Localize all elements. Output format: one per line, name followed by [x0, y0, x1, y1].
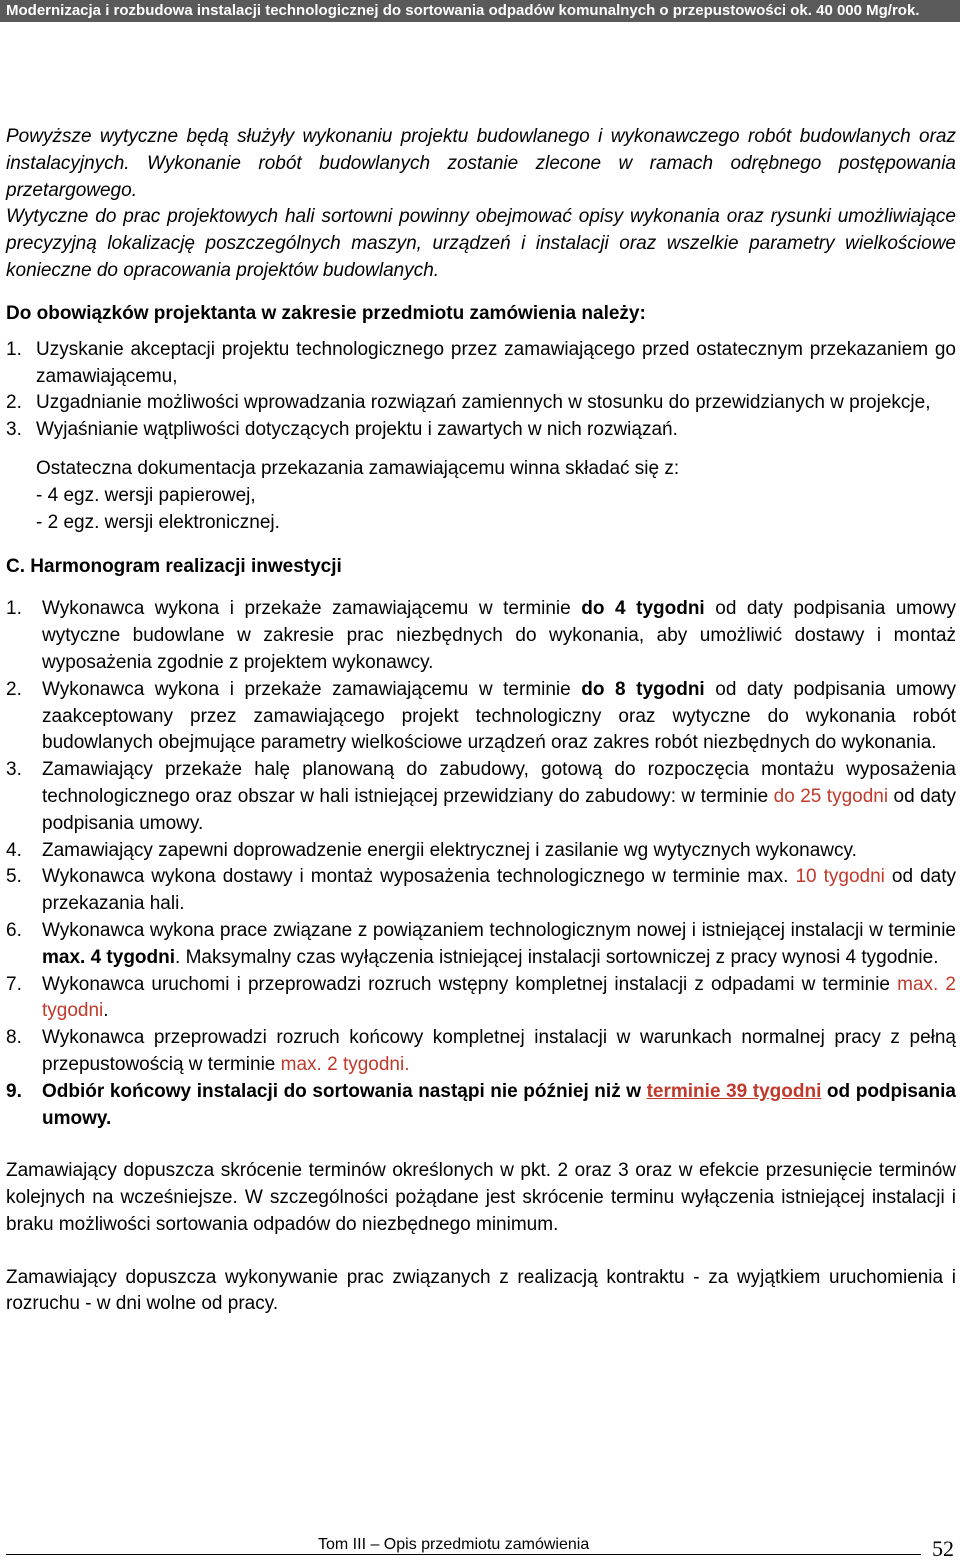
list-item [6, 390, 956, 417]
documentation-intro: Ostateczna dokumentacja przekazania zamawiającemu winna składać się z: [36, 457, 680, 479]
list-item-text: Uzgadnianie możliwości wprowadzania rozwiązań zamiennych w stosunku do przewidzianych w projekcje, [36, 392, 931, 414]
closing-paragraph-1: Zamawiający dopuszcza skrócenie terminów określonych w pkt. 2 oraz 3 oraz w efekcie przesunięcie terminów kolejnych na wcześniejsze. W szczególności pożądane jest skrócenie terminu wyłączenia istniejącej instalacji i braku możliwości sortowania odpadów do niezbędnego minimum. [6, 1160, 956, 1235]
list-item-text: Odbiór końcowy instalacji do sortowania nastąpi nie później niż w terminie 39 tygodni od podpisania umowy. [42, 1080, 956, 1129]
deadline: max. 2 tygodni [280, 1053, 405, 1075]
list-item-text: Wykonawca uruchomi i przeprowadzi rozruch wstępny kompletnej instalacji z odpadami w terminie max. 2 tygodni. [42, 973, 956, 1022]
deadline: do 25 tygodni [773, 785, 889, 807]
list-item [6, 1079, 956, 1133]
footer-rule [6, 1554, 921, 1555]
list-item [6, 918, 956, 972]
list-item [6, 838, 956, 865]
list-item-number: 8. [6, 1027, 22, 1049]
list-item-number: 2. [6, 678, 22, 700]
schedule-list [6, 596, 956, 1132]
list-item-number: 7. [6, 973, 22, 995]
deadline: do 4 tygodni [581, 598, 705, 620]
list-item-text: Wykonawca wykona i przekaże zamawiającemu w terminie do 4 tygodni od daty podpisania umowy wytyczne budowlane w zakresie prac niezbędnych do wykonania, aby umożliwić dostawy i montaż wyposażenia zgodnie z projektem wykonawcy. [42, 598, 956, 673]
deadline: 10 tygodni [795, 866, 885, 888]
page-footer [6, 1532, 954, 1560]
list-item-text: Wykonawca wykona dostawy i montaż wyposażenia technologicznego w terminie max. 10 tygodni od daty przekazania hali. [42, 866, 956, 915]
schedule-heading: C. Harmonogram realizacji inwestycji [6, 556, 342, 578]
page-number: 52 [932, 1536, 954, 1561]
intro-paragraph-2: Wytyczne do prac projektowych hali sortowni powinny obejmować opisy wykonania oraz rysunki umożliwiające precyzyjną lokalizację poszczególnych maszyn, urządzeń i instalacji oraz wszelkie parametry wielkościowe konieczne do opracowania projektów budowlanych. [6, 206, 956, 281]
list-item-number: 1. [6, 598, 22, 620]
closing-paragraph-2: Zamawiający dopuszcza wykonywanie prac związanych z realizacją kontraktu - za wyjątkiem uruchomienia i rozruchu - w dni wolne od pracy. [6, 1266, 956, 1315]
list-item-number: 6. [6, 919, 22, 941]
list-item-text: Wykonawca wykona prace związane z powiązaniem technologicznym nowej i istniejącej instalacji w terminie max. 4 tygodni. Maksymalny czas wyłączenia istniejącej instalacji sortowniczej z pracy wynosi 4 tygodnie. [42, 919, 956, 968]
list-item [6, 417, 956, 444]
list-item [6, 677, 956, 757]
list-item [6, 864, 956, 918]
documentation-block [6, 456, 956, 536]
list-item-number: 4. [6, 839, 22, 861]
list-item-number: 1. [6, 338, 22, 360]
list-item-text: Wykonawca wykona i przekaże zamawiającemu w terminie do 8 tygodni od daty podpisania umowy zaakceptowany przez zamawiającego projekt technologiczny oraz wytyczne do wykonania robót budowlanych obejmujące parametry wielkościowe urządzeń oraz zakres robót niezbędnych do wykonania. [42, 678, 956, 754]
list-item [6, 1025, 956, 1079]
intro-paragraph-1: Powyższe wytyczne będą służyły wykonaniu projektu budowlanego i wykonawczego robót budowlanych oraz instalacyjnych. Wykonanie robót budowlanych zostanie zlecone w ramach odrębnego postępowania przetargowego. [6, 126, 956, 201]
document-body [6, 124, 956, 1318]
list-item [6, 596, 956, 676]
list-item [6, 337, 956, 391]
list-item-text: Wykonawca przeprowadzi rozruch końcowy kompletnej instalacji w warunkach normalnej pracy z pełną przepustowością w terminie max. 2 tygodni. [42, 1027, 956, 1075]
list-item-number: 2. [6, 392, 22, 414]
list-item-number: 9. [6, 1080, 22, 1102]
list-item-number: 3. [6, 759, 22, 781]
deadline: do 8 tygodni [581, 678, 705, 700]
deadline: terminie 39 tygodni [646, 1080, 822, 1102]
list-item-text: Zamawiający przekaże halę planowaną do zabudowy, gotową do rozpoczęcia montażu wyposażenia technologicznego oraz obszar w hali istniejącej przewidziany do zabudowy: w terminie do 25 tygodni od daty podpisania umowy. [42, 759, 957, 834]
documentation-item: - 2 egz. wersji elektronicznej. [36, 511, 280, 533]
list-item-text: Zamawiający zapewni doprowadzenie energii elektrycznej i zasilanie wg wytycznych wykonawcy. [42, 839, 857, 861]
deadline: max. 4 tygodni [42, 946, 176, 968]
obligations-heading: Do obowiązków projektanta w zakresie przedmiotu zamówienia należy: [6, 302, 646, 324]
list-item-text: Uzyskanie akceptacji projektu technologicznego przez zamawiającego przed ostatecznym przekazaniem go zamawiającemu, [36, 338, 956, 387]
list-item-number: 5. [6, 866, 22, 888]
list-item [6, 972, 956, 1026]
list-item-number: 3. [6, 419, 22, 441]
obligations-list [6, 337, 956, 444]
running-header: Modernizacja i rozbudowa instalacji technologicznej do sortowania odpadów komunalnych o przepustowości ok. 40 000 Mg/rok. [0, 0, 960, 22]
list-item-text: Wyjaśnianie wątpliwości dotyczących projektu i zawartych w nich rozwiązań. [36, 419, 678, 441]
footer-title: Tom III – Opis przedmiotu zamówienia [318, 1536, 590, 1553]
deadline: max. 2 tygodni [42, 973, 956, 1022]
list-item [6, 757, 956, 837]
documentation-item: - 4 egz. wersji papierowej, [36, 484, 256, 506]
